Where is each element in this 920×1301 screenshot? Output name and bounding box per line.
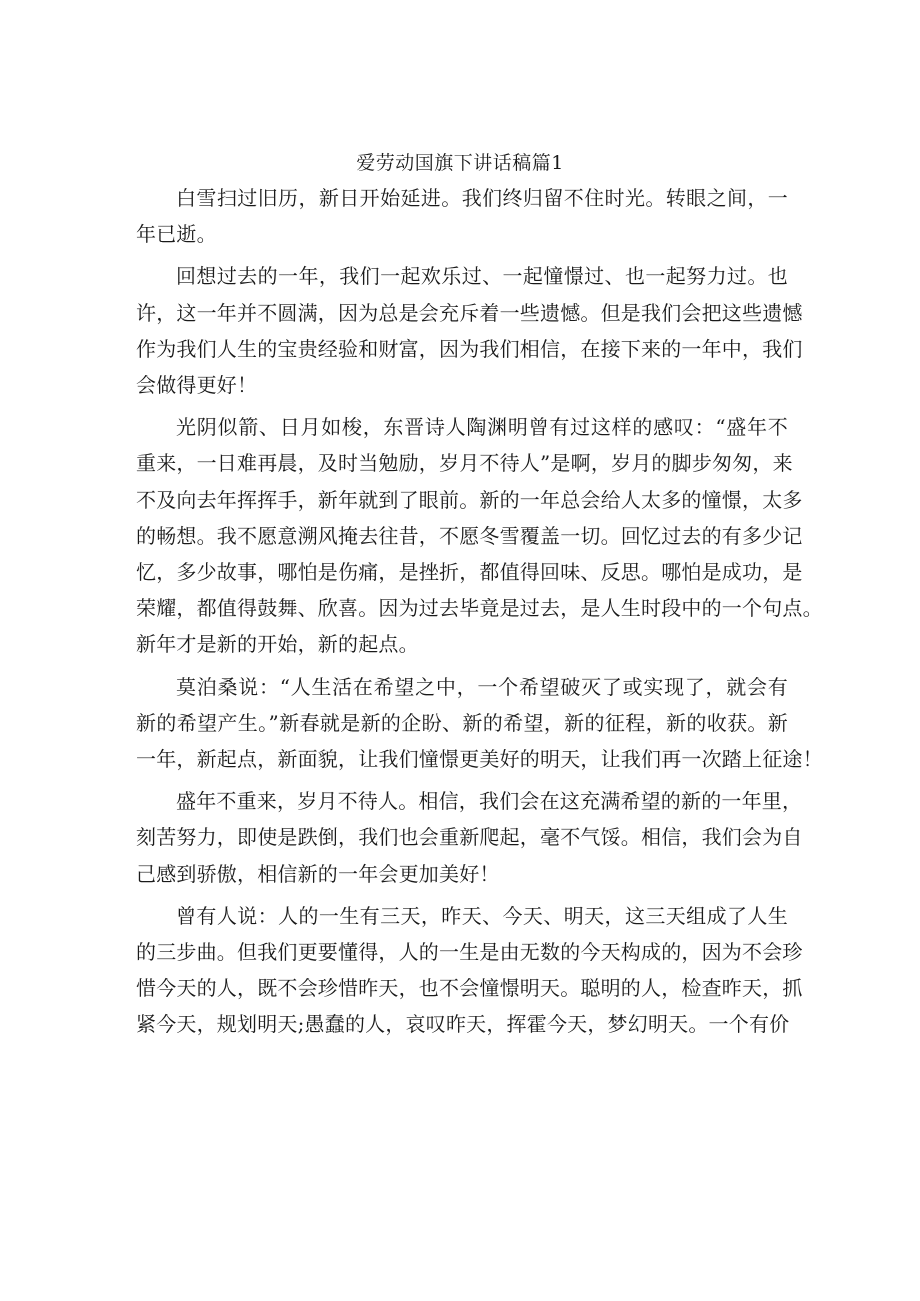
paragraph-line: 年已逝。 (136, 222, 217, 247)
paragraph-line: 新的希望产生。”新春就是新的企盼、新的希望，新的征程，新的收获。新 (136, 710, 788, 735)
paragraph-line: 曾有人说：人的一生有三天，昨天、今天、明天，这三天组成了人生 (176, 903, 788, 928)
paragraph-line: 一年，新起点，新面貌，让我们憧憬更美好的明天，让我们再一次踏上征途！ (136, 747, 823, 772)
paragraph-line: 刻苦努力，即使是跌倒，我们也会重新爬起，毫不气馁。相信，我们会为自 (136, 825, 803, 850)
document-title: 爱劳动国旗下讲话稿篇1 (356, 152, 564, 174)
paragraph-line: 新年才是新的开始，新的起点。 (136, 632, 419, 657)
document-body (136, 180, 823, 1049)
paragraph-line: 回想过去的一年，我们一起欢乐过、一起憧憬过、也一起努力过。也 (176, 264, 788, 289)
paragraph-line: 紧今天，规划明天;愚蠢的人，哀叹昨天，挥霍今天，梦幻明天。一个有价 (136, 1012, 790, 1037)
paragraph-line: 重来，一日难再晨，及时当勉励，岁月不待人”是啊，岁月的脚步匆匆，来 (136, 451, 793, 476)
paragraph-line: 作为我们人生的宝贵经验和财富，因为我们相信，在接下来的一年中，我们 (136, 336, 803, 361)
paragraph-line: 许，这一年并不圆满，因为总是会充斥着一些遗憾。但是我们会把这些遗憾 (136, 300, 803, 325)
paragraph-line: 忆，多少故事，哪怕是伤痛，是挫折，都值得回味、反思。哪怕是成功，是 (136, 560, 803, 585)
paragraph-line: 的三步曲。但我们更要懂得，人的一生是由无数的今天构成的，因为不会珍 (136, 940, 803, 965)
paragraph-line: 会做得更好！ (136, 373, 258, 398)
paragraph-line: 己感到骄傲，相信新的一年会更加美好！ (136, 861, 500, 886)
paragraph-2 (136, 258, 803, 403)
paragraph-line: 惜今天的人，既不会珍惜昨天，也不会憧憬明天。聪明的人，检查昨天，抓 (136, 976, 803, 1001)
paragraph-line: 的畅想。我不愿意溯风掩去往昔，不愿冬雪覆盖一切。回忆过去的有多少记 (136, 523, 803, 548)
paragraph-3 (136, 409, 823, 662)
paragraph-line: 不及向去年挥挥手，新年就到了眼前。新的一年总会给人太多的憧憬，太多 (136, 487, 803, 512)
paragraph-1 (136, 180, 788, 252)
paragraph-4 (136, 669, 823, 778)
paragraph-line: 荣耀，都值得鼓舞、欣喜。因为过去毕竟是过去，是人生时段中的一个句点。 (136, 596, 823, 621)
paragraph-line: 白雪扫过旧历，新日开始延进。我们终归留不住时光。转眼之间，一 (176, 186, 788, 210)
paragraph-line: 盛年不重来，岁月不待人。相信，我们会在这充满希望的新的一年里， (176, 789, 803, 814)
paragraph-6 (136, 898, 803, 1043)
paragraph-line: 莫泊桑说：“人生活在希望之中，一个希望破灭了或实现了，就会有 (176, 674, 788, 699)
paragraph-line: 光阴似箭、日月如梭，东晋诗人陶渊明曾有过这样的感叹：“盛年不 (176, 415, 788, 440)
paragraph-5 (136, 783, 803, 892)
